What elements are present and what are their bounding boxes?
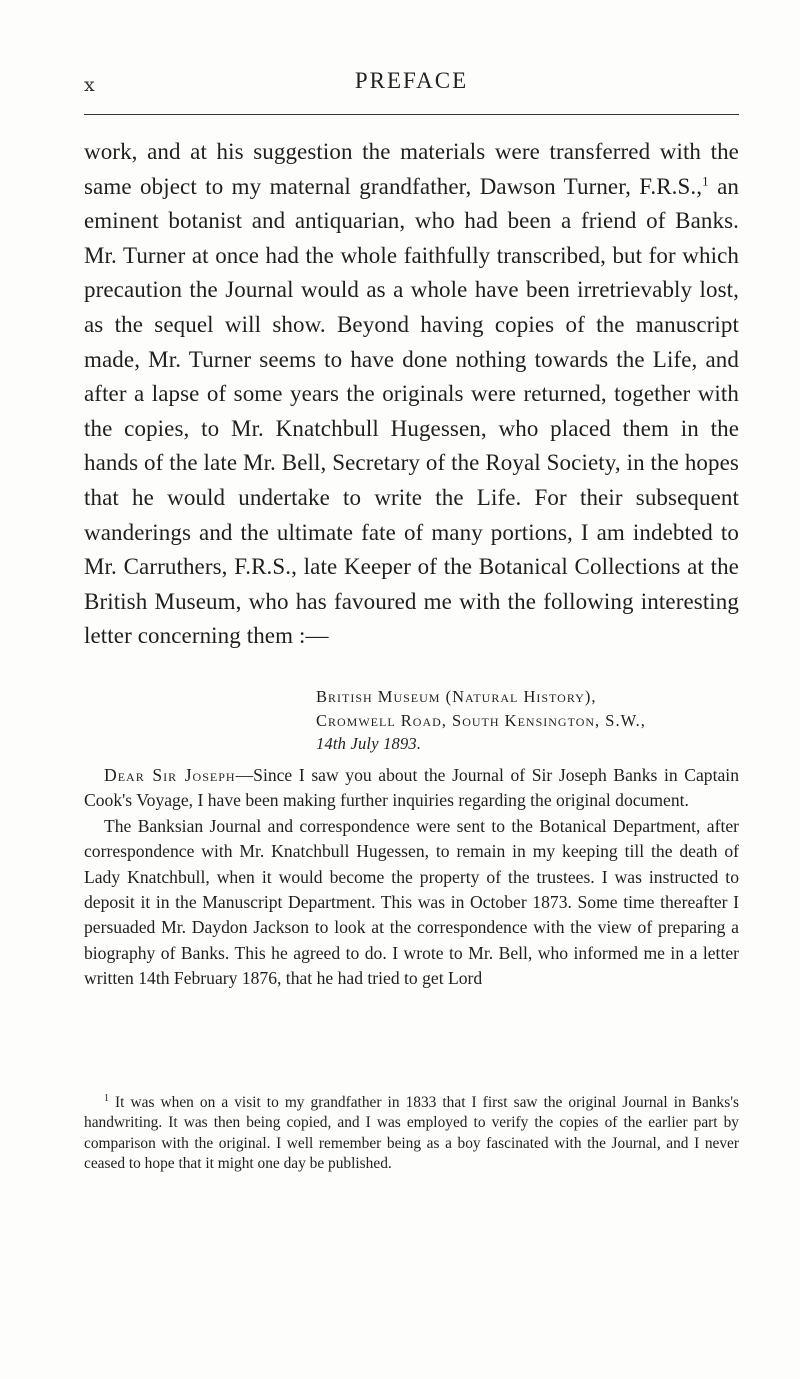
letter-address-line-1: British Museum (Natural History), <box>316 687 597 706</box>
letter-paragraph-2: The Banksian Journal and correspondence were sent to the Botanical Department, after correspondence with Mr. Knatchbull Hugessen, to remain in my keeping till the death of Lady Knatchbull, when it would become the property of the trustees. I was instructed to deposit it in the Manuscript Department. This was in October 1873. Some time thereafter I persuaded Mr. Daydon Jackson to look at the correspondence with the view of preparing a biography of Banks. This he agreed to do. I wrote to Mr. Bell, who informed me in a letter written 14th February 1876, that he had tried to get Lord <box>84 815 739 989</box>
letter-body <box>84 763 739 992</box>
header-rule <box>84 114 739 115</box>
letter-paragraph-1 <box>84 763 739 814</box>
main-text-after-note: an eminent botanist and antiquarian, who had been a friend of Banks. Mr. Turner at once had the whole faithfully transcribed, but for which precaution the Journal would as a whole have been irretrievably lost, as the sequel will show. Beyond having copies of the manuscript made, Mr. Turner seems to have done nothing towards the Life, and after a lapse of some years the originals were returned, together with the copies, to Mr. Knatchbull Hugessen, who placed them in the hands of the late Mr. Bell, Secretary of the Royal Society, in the hopes that he would undertake to write the Life. For their subsequent wanderings and the ultimate fate of many portions, I am indebted to Mr. Carruthers, F.R.S., late Keeper of the Botanical Collections at the British Museum, who has favoured me with the following interesting letter concerning them :— <box>84 173 739 649</box>
letter-salutation: Dear Sir Joseph <box>104 765 236 785</box>
footnote-marker: 1 <box>104 1092 109 1104</box>
footnote-reference: 1 <box>702 172 709 188</box>
running-title: PREFACE <box>354 68 469 93</box>
letter-paragraph-1-text: —Since I saw you about the Journal of Sir Joseph Banks in Captain Cook's Voyage, I have been making further inquiries regarding the original document. <box>84 765 739 811</box>
letter-address-line-2: Cromwell Road, South Kensington, S.W., <box>316 710 646 730</box>
letter-date: 14th July 1893. <box>316 734 422 753</box>
page-number: x <box>84 74 95 96</box>
footnote-text: It was when on a visit to my grandfather in 1833 that I first saw the original Journal in Banks's handwriting. It was then being copied, and I was employed to verify the copies of the earlier part by comparison with the original. I well remember being as a boy fascinated with the Journal, and I never ceased to hope that it might one day be published. <box>84 1094 739 1173</box>
footnote <box>84 1093 739 1175</box>
main-paragraph <box>84 135 739 654</box>
page-header <box>84 68 739 104</box>
letter-heading <box>316 685 646 756</box>
main-text-before-note: work, and at his suggestion the materials were transferred with the same object to my maternal grandfather, Dawson Turner, F.R.S., <box>84 139 739 199</box>
